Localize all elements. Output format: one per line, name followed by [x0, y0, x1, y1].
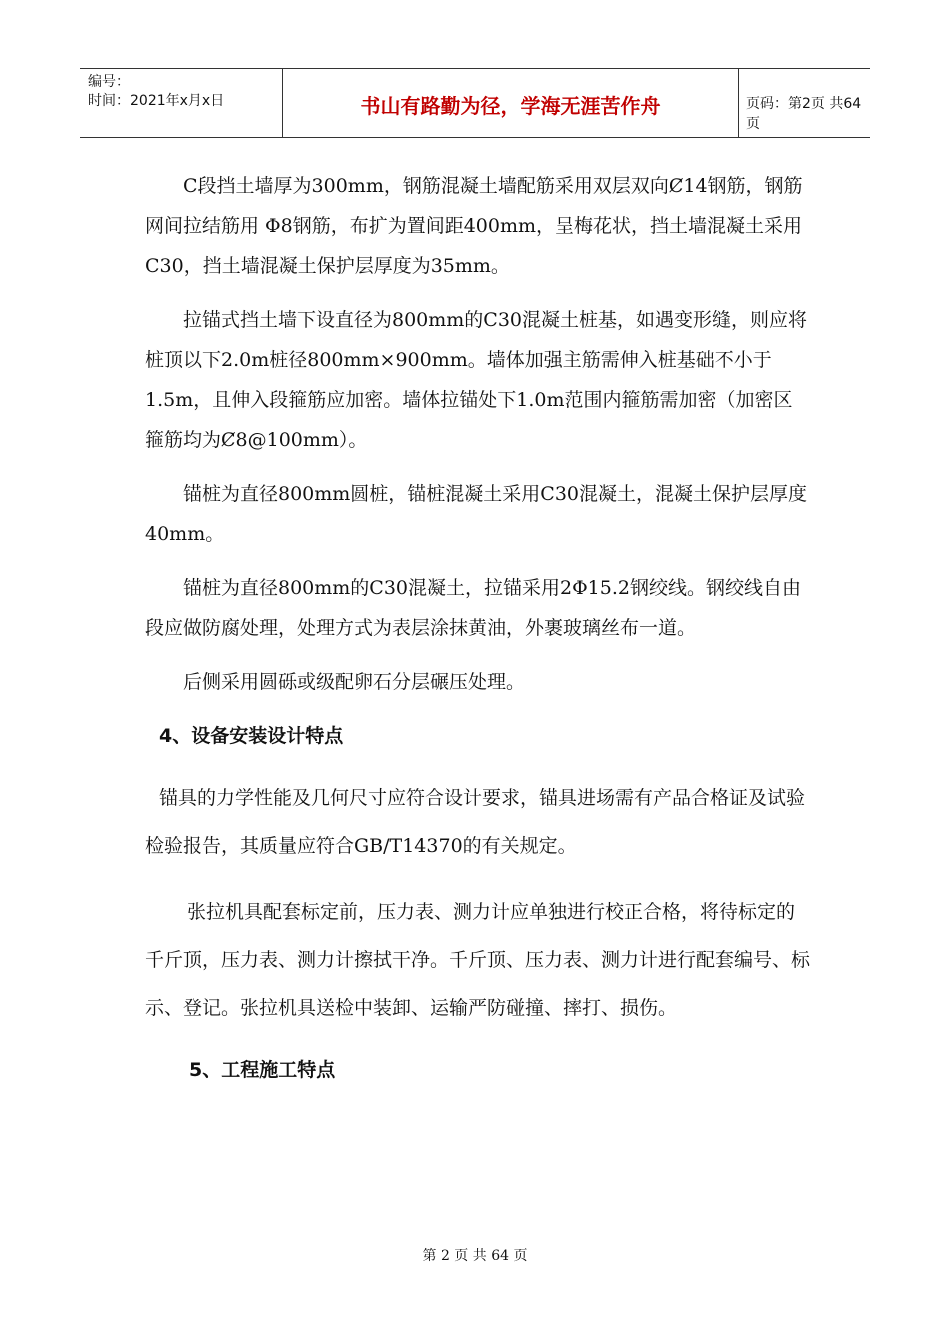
section-heading-4: 4、设备安装设计特点	[159, 725, 344, 747]
paragraph-anchor-pile-1: 锚桩为直径800mm圆桩，锚桩混凝土采用C30混凝土，混凝土保护层厚度40mm。	[145, 483, 808, 545]
header-middle-cell	[282, 69, 739, 137]
document-number-label: 编号：	[88, 74, 130, 90]
header-page-info: 页码：第2页 共64页	[746, 96, 862, 132]
paragraph-anchor-pile-2: 锚桩为直径800mm的C30混凝土，拉锚采用2Φ15.2钢绞线。钢绞线自由段应做防腐处理，处理方式为表层涂抹黄油，外裹玻璃丝布一道。	[145, 577, 801, 639]
section-heading-5: 5、工程施工特点	[189, 1059, 336, 1081]
paragraph-anchor-wall-pile: 拉锚式挡土墙下设直径为800mm的C30混凝土桩基，如遇变形缝，则应将桩顶以下2.0m桩径800mm×900mm。墙体加强主筋需伸入桩基础不小于1.5m，且伸入段箍筋应加密。墙体拉锚处下1.0m范围内箍筋需加密（加密区箍筋均为Ȼ8@100mm）。	[145, 309, 808, 451]
paragraph-backfill: 后侧采用圆砾或级配卵石分层碾压处理。	[183, 671, 526, 693]
paragraph-tensioning-equipment: 张拉机具配套标定前，压力表、测力计应单独进行校正合格，将待标定的千斤顶，压力表、测力计擦拭干净。千斤顶、压力表、测力计进行配套编号、标示、登记。张拉机具送检中装卸、运输严防碰撞、摔打、损伤。	[145, 901, 811, 1019]
document-body	[145, 166, 810, 1090]
header-left-cell	[80, 69, 282, 137]
paragraph-retaining-wall-c: C段挡土墙厚为300mm，钢筋混凝土墙配筋采用双层双向Ȼ14钢筋，钢筋网间拉结筋用 Φ8钢筋，布扩为置间距400mm，呈梅花状，挡土墙混凝土采用C30，挡土墙混凝土保护层厚度为35mm。	[145, 175, 803, 277]
page-header	[80, 68, 870, 138]
page-footer: 第 2 页 共 64 页	[422, 1248, 528, 1264]
header-motto: 书山有路勤为径，学海无涯苦作舟	[360, 94, 661, 118]
paragraph-anchorage: 锚具的力学性能及几何尺寸应符合设计要求，锚具进场需有产品合格证及试验检验报告，其质量应符合GB/T14370的有关规定。	[145, 787, 806, 857]
document-time-label: 时间：2021年x月x日	[88, 93, 225, 109]
header-right-cell	[738, 69, 870, 137]
